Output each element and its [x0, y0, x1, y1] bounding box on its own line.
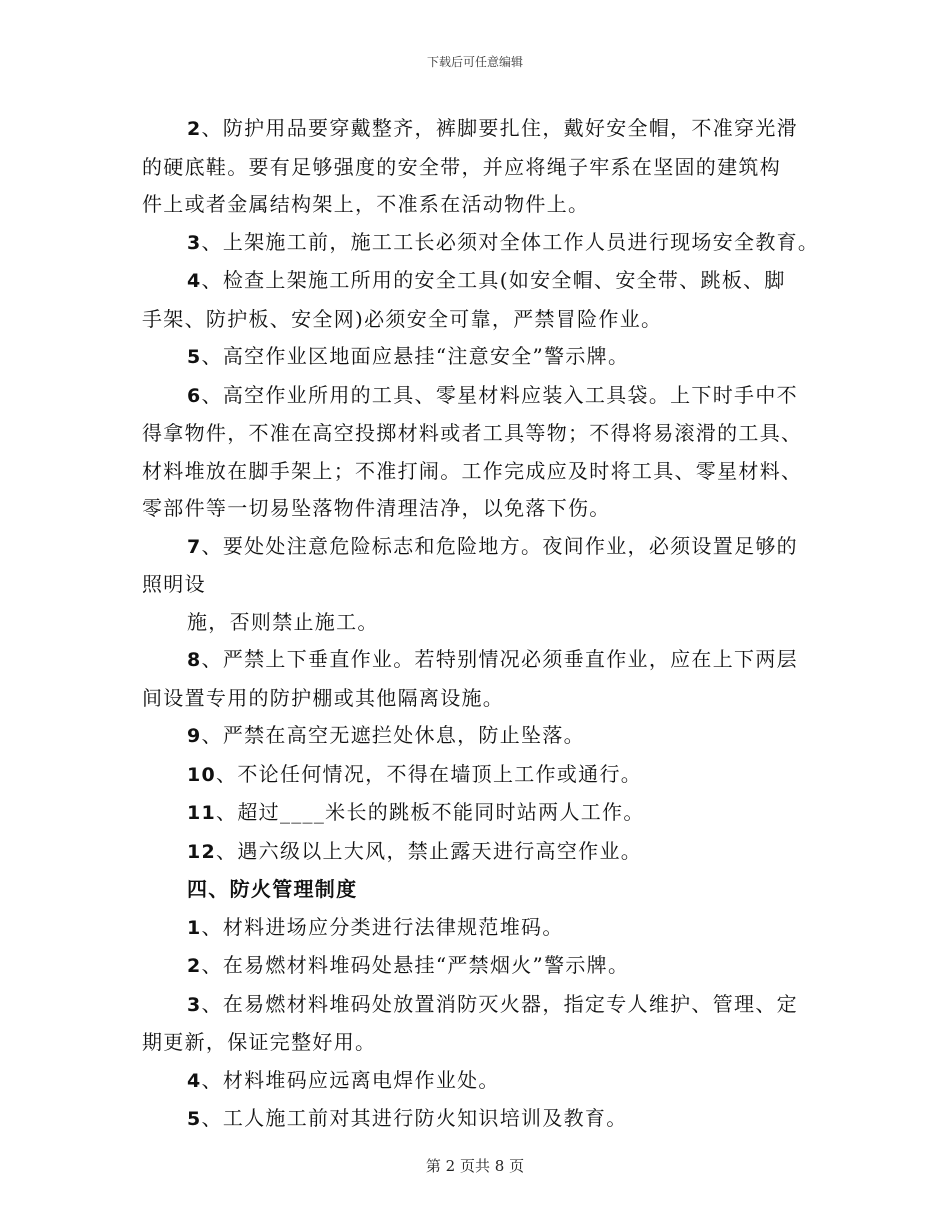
item-number: 10 [187, 763, 217, 786]
line-text: 照明设 [142, 572, 206, 596]
line-text: 间设置专用的防护棚或其他隔离设施。 [142, 685, 505, 710]
item-number: 6 [187, 384, 202, 407]
item-number: 9 [187, 725, 202, 747]
line-text: 、检查上架施工所用的安全工具(如安全帽、安全带、跳板、脚 [201, 268, 786, 292]
line-text: 手架、防护板、安全网)必须安全可靠，严禁冒险作业。 [142, 306, 663, 331]
item-number: 1 [187, 916, 202, 939]
line-text: 、高空作业区地面应悬挂“注意安全”警示牌。 [201, 344, 630, 368]
paragraph-line [142, 338, 822, 377]
paragraph-line [142, 717, 822, 756]
line-text: 、材料进场应分类进行法律规范堆码。 [201, 914, 564, 939]
item-number: 4 [187, 270, 202, 292]
item-number: 7 [187, 535, 202, 558]
line-text: 、材料堆码应远离电焊作业处。 [201, 1067, 500, 1092]
paragraph-line [142, 604, 822, 642]
page-header: 下载后可任意编辑 [426, 55, 523, 69]
paragraph-line [142, 186, 822, 224]
paragraph-line [142, 1062, 822, 1101]
paragraph-line [142, 947, 822, 986]
paragraph-line [142, 415, 822, 453]
line-text: 、超过____米长的跳板不能同时站两人工作。 [216, 800, 645, 824]
line-text: 、上架施工前，施工工长必须对全体工作人员进行现场安全教育。 [201, 229, 820, 254]
paragraph-line [142, 490, 822, 528]
item-number: 4 [187, 1069, 202, 1092]
line-text: 材料堆放在脚手架上；不准打闹。工作完成应及时将工具、零星材料、 [142, 458, 803, 483]
paragraph-line [142, 149, 822, 187]
line-text: 、在易燃材料堆码处放置消防灭火器，指定专人维护、管理、定 [201, 991, 798, 1016]
item-number: 11 [187, 802, 217, 824]
item-number: 8 [187, 649, 202, 671]
line-text: 零部件等一切易坠落物件清理洁净，以免落下伤。 [142, 496, 611, 520]
line-text: 、严禁在高空无遮拦处休息，防止坠落。 [201, 723, 585, 747]
paragraph-line [142, 909, 822, 948]
paragraph-line [142, 453, 822, 491]
line-text: 件上或者金属结构架上，不准系在活动物件上。 [142, 192, 590, 216]
line-text: 四、防火管理制度 [187, 877, 358, 901]
paragraph-line [142, 986, 822, 1025]
section-heading [142, 871, 822, 909]
line-text: 、不论任何情况，不得在墙顶上工作或通行。 [216, 761, 643, 786]
item-number: 2 [187, 955, 202, 977]
paragraph-line [142, 566, 822, 604]
item-number: 3 [187, 993, 202, 1016]
line-text: 施，否则禁止施工。 [187, 609, 379, 634]
line-text: 期更新，保证完整好用。 [142, 1030, 377, 1054]
item-number: 5 [187, 1108, 202, 1130]
paragraph-line [142, 224, 822, 263]
paragraph-line [142, 1100, 822, 1139]
paragraph-line [142, 110, 822, 149]
paragraph-line [142, 794, 822, 833]
paragraph-line [142, 377, 822, 416]
paragraph-line [142, 680, 822, 718]
line-text: 得拿物件，不准在高空投掷材料或者工具等物；不得将易滚滑的工具、 [142, 421, 803, 445]
page-footer: 第 2 页共 8 页 [425, 1157, 525, 1175]
line-text: 、要处处注意危险标志和危险地方。夜间作业，必须设置足够的 [201, 533, 798, 558]
line-text: 、遇六级以上大风，禁止露天进行高空作业。 [216, 838, 643, 863]
item-number: 2 [187, 118, 202, 140]
paragraph-line [142, 833, 822, 872]
paragraph-line [142, 262, 822, 301]
line-text: 、工人施工前对其进行防火知识培训及教育。 [201, 1106, 628, 1130]
item-number: 12 [187, 840, 217, 863]
line-text: 、防护用品要穿戴整齐，裤脚要扎住，戴好安全帽，不准穿光滑 [201, 116, 798, 140]
item-number: 3 [187, 231, 202, 254]
line-text: 、严禁上下垂直作业。若特别情况必须垂直作业，应在上下两层 [201, 647, 798, 671]
document-body [142, 110, 822, 1139]
item-number: 5 [187, 346, 202, 368]
line-text: 、高空作业所用的工具、零星材料应装入工具袋。上下时手中不 [201, 382, 798, 407]
line-text: 的硬底鞋。要有足够强度的安全带，并应将绳子牢系在坚固的建筑构 [142, 154, 781, 179]
paragraph-line [142, 756, 822, 795]
paragraph-line [142, 528, 822, 567]
paragraph-line [142, 641, 822, 680]
paragraph-line [142, 1024, 822, 1062]
paragraph-line [142, 301, 822, 339]
line-text: 、在易燃材料堆码处悬挂“严禁烟火”警示牌。 [201, 953, 630, 977]
